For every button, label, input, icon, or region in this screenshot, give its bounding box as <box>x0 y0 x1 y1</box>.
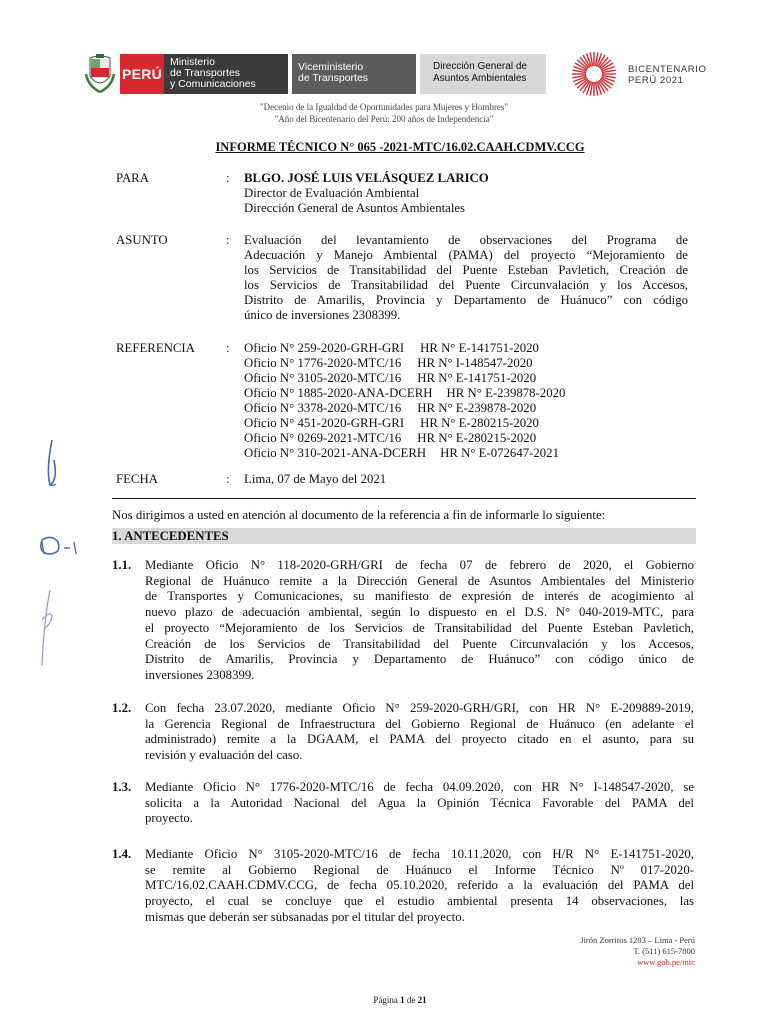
referencia-item <box>244 356 694 371</box>
paragraph-line: Creación de los Servicios de Transitabilidad del Puente Circunvalación y los Accesos, <box>145 636 694 651</box>
paragraph-line: Mediante Oficio N° 1776-2020-MTC/16 de fecha 04.09.2020, con HR N° I-148547-2020, se <box>145 780 694 794</box>
paragraph-line: de Transportes y Comunicaciones, su manifiesto de expresión de interés de acogimiento al <box>145 589 694 604</box>
referencia-item <box>244 446 694 461</box>
referencia-colon: : <box>226 341 230 355</box>
oficio-ref: Oficio N° 3105-2020-MTC/16 <box>244 371 402 385</box>
bicentenario-text: BICENTENARIO PERÚ 2021 <box>628 64 707 86</box>
paragraph-line: la Gerencia Regional de Infraestructura del Gobierno Regional de Huánuco (en adelante el <box>145 716 694 731</box>
oficio-ref: Oficio N° 0269-2021-MTC/16 <box>244 431 402 445</box>
recipient-role: Director de Evaluación Ambiental <box>244 186 420 200</box>
paragraph-line: solicita a la Autoridad Nacional del Agua la Opinión Técnica Favorable del PAMA del <box>145 795 694 810</box>
paragraph-line: se remite al Gobierno Regional de Huánuco el Informe Técnico Nº 017-2020- <box>145 862 694 877</box>
asunto-line: Distrito de Amarilis, Provincia y Departamento de Huánuco” con código <box>244 293 688 307</box>
hr-ref: HR N° E-141751-2020 <box>417 371 537 385</box>
paragraph-line: administrado) remite a la DGAAM, el PAMA del proyecto citado en el asunto, para su <box>145 732 694 747</box>
referencia-item <box>244 401 694 416</box>
hr-ref: HR N° I-148547-2020 <box>417 356 533 370</box>
paragraph-line: el proyecto “Mejoramiento de los Servicios de Transitabilidad del Puente Esteban Pavletich, <box>145 620 694 635</box>
asunto-line: Evaluación del levantamiento de observaciones del Programa de <box>244 233 688 247</box>
hr-ref: HR N° E-239878-2020 <box>417 401 537 415</box>
referencia-label: REFERENCIA <box>116 341 195 355</box>
oficio-ref: Oficio N° 310-2021-ANA-DCERH <box>244 446 427 460</box>
asunto-label: ASUNTO <box>116 233 168 247</box>
hr-ref: HR N° E-141751-2020 <box>420 341 539 355</box>
recipient-org: Dirección General de Asuntos Ambientales <box>244 201 466 215</box>
paragraph-line: proyecto, el cual se concluye que el estudio ambiental presenta 14 observaciones, las <box>145 894 694 909</box>
hr-ref: HR N° E-239878-2020 <box>446 386 566 400</box>
footer-address <box>580 935 695 968</box>
phone-text: T. (511) 615-7800 <box>633 946 695 956</box>
viceministry-logo: Viceministerio de Transportes <box>292 54 416 94</box>
bicentenario-logo-icon <box>566 50 622 98</box>
paragraph-line: revisión y evaluación del caso. <box>145 748 303 763</box>
paragraph-line: Mediante Oficio N° 118-2020-GRH/GRI de fecha 07 de febrero de 2020, el Gobierno <box>145 558 694 572</box>
website-link[interactable]: www.gob.pe/mtc <box>637 957 695 967</box>
fecha-colon: : <box>226 472 230 486</box>
paragraph-number: 1.4. <box>112 847 132 861</box>
paragraph-line: inversiones 2308399. <box>145 667 255 682</box>
oficio-ref: Oficio N° 259-2020-GRH-GRI <box>244 341 405 355</box>
paragraph-line: proyecto. <box>145 811 193 826</box>
oficio-ref: Oficio N° 3378-2020-MTC/16 <box>244 401 402 415</box>
paragraph-body <box>145 558 694 684</box>
referencia-item <box>244 431 694 446</box>
ministry-logo: Ministerio de Transportes y Comunicaciones <box>164 54 288 94</box>
decenio-text: "Decenio de la Igualdad de Oportunidades para Mujeres y Hombres" "Año del Bicentenario del Perú: 200 años de Independencia" <box>259 102 508 124</box>
asunto-text <box>244 233 688 323</box>
para-colon: : <box>226 171 230 185</box>
paragraph-line: MTC/16.02.CAAH.CDMV.CCG, de fecha 05.10.2020, referido a la evaluación del PAMA del <box>145 878 694 893</box>
para-label: PARA <box>116 171 149 185</box>
hr-ref: HR N° E-280215-2020 <box>420 416 539 430</box>
paragraph-line: Distrito de Amarilis, Provincia y Departamento de Huánuco” con código único de <box>145 652 694 667</box>
peru-logo: PERÚ <box>120 54 164 94</box>
paragraph-number: 1.1. <box>112 558 132 572</box>
oficio-ref: Oficio N° 451-2020-GRH-GRI <box>244 416 405 430</box>
page-number: Página 1 de 21 <box>373 995 427 1005</box>
paragraph-number: 1.2. <box>112 701 132 715</box>
paragraph-body <box>145 780 694 827</box>
handwritten-initials-icon <box>36 430 86 680</box>
referencia-list <box>244 341 694 461</box>
peru-coat-of-arms-icon <box>84 54 116 94</box>
fecha-label: FECHA <box>116 472 158 486</box>
referencia-item <box>244 341 694 356</box>
intro-text: Nos dirigimos a usted en atención al documento de la referencia a fin de informarle lo siguiente: <box>112 508 606 522</box>
asunto-line: los Servicios de Transitabilidad del Puente Circunvalación y los Accesos, <box>244 278 688 292</box>
asunto-colon: : <box>226 233 230 247</box>
divider <box>112 498 696 499</box>
hr-ref: HR N° E-280215-2020 <box>417 431 537 445</box>
asunto-line: único de inversiones 2308399. <box>244 308 401 322</box>
referencia-item <box>244 386 694 401</box>
paragraph-body <box>145 847 694 926</box>
paragraph-line: Mediante Oficio N° 3105-2020-MTC/16 de fecha 10.11.2020, con H/R N° E-141751-2020, <box>145 847 694 861</box>
asunto-line: Adecuación y Manejo Ambiental (PAMA) del proyecto “Mejoramiento de <box>244 248 688 262</box>
paragraph-line: nuevo plazo de adecuación ambiental, según lo dispuesto en el D.S. N° 040-2019-MTC, para <box>145 605 694 620</box>
asunto-line: los Servicios de Transitabilidad del Puente Esteban Pavletich, Creación de <box>244 263 688 277</box>
paragraph-line: Regional de Huánuco remite a la Dirección General de Asuntos Ambientales del Ministerio <box>145 573 694 588</box>
paragraph-line: Con fecha 23.07.2020, mediante Oficio N° 259-2020-GRH/GRI, con HR N° E-209889-2019, <box>145 701 694 715</box>
referencia-item <box>244 371 694 386</box>
paragraph-line: mismas que deberán ser subsanadas por el titular del proyecto. <box>145 909 465 924</box>
paragraph-body <box>145 701 694 764</box>
section-title-antecedentes: 1. ANTECEDENTES <box>112 529 229 543</box>
hr-ref: HR N° E-072647-2021 <box>440 446 559 460</box>
report-title: INFORME TÉCNICO N° 065 -2021-MTC/16.02.CAAH.CDMV.CCG <box>215 140 585 154</box>
referencia-item <box>244 416 694 431</box>
oficio-ref: Oficio N° 1885-2020-ANA-DCERH <box>244 386 433 400</box>
direction-logo: Dirección General de Asuntos Ambientales <box>420 54 546 94</box>
address-text: Jirón Zorritos 1203 – Lima - Perú <box>580 935 695 945</box>
recipient-name: BLGO. JOSÉ LUIS VELÁSQUEZ LARICO <box>244 171 489 185</box>
para-recipient <box>244 171 694 216</box>
oficio-ref: Oficio N° 1776-2020-MTC/16 <box>244 356 402 370</box>
fecha-value: Lima, 07 de Mayo del 2021 <box>244 472 387 486</box>
paragraph-number: 1.3. <box>112 780 132 794</box>
